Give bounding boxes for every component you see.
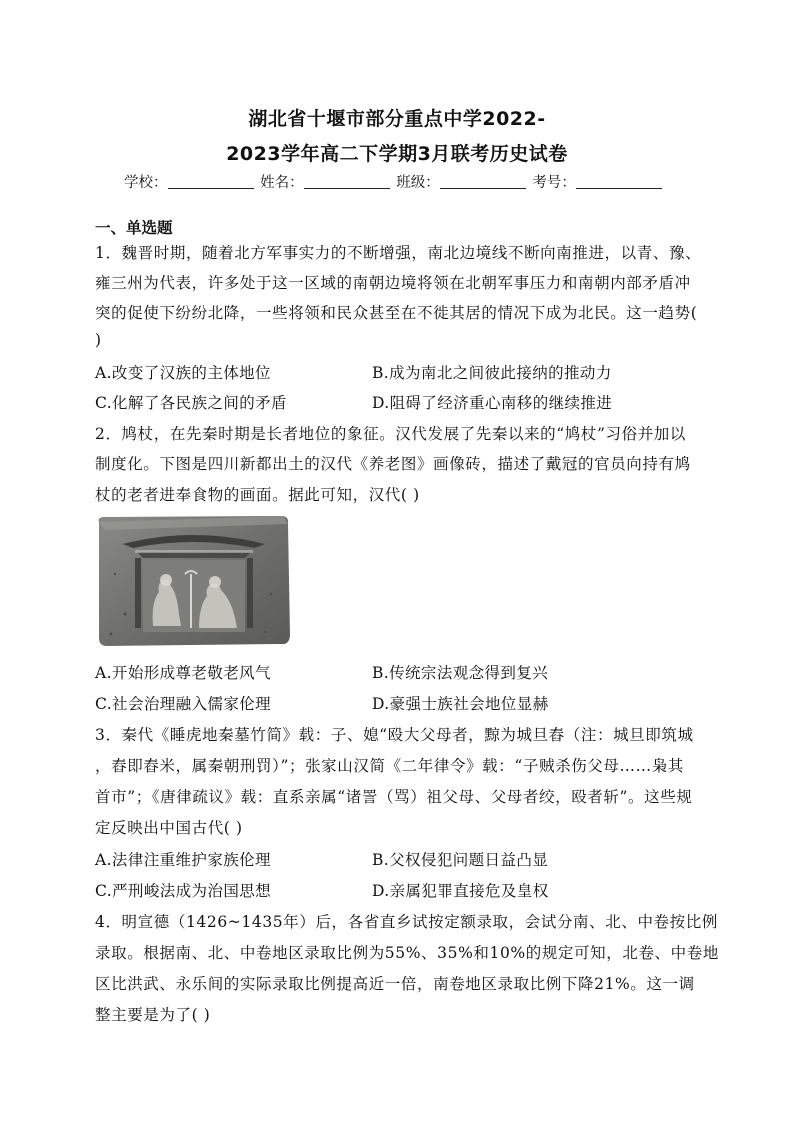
q4-line: 4．明宣德（1426~1435年）后，各省直乡试按定额录取，会试分南、北、中卷按比例: [95, 913, 718, 931]
q2-option-b[interactable]: B.传统宗法观念得到复兴: [372, 664, 549, 682]
q4-line: 整主要是为了( ): [95, 1006, 211, 1024]
q3-option-a[interactable]: A.法律注重维护家族伦理: [95, 851, 271, 869]
class-blank[interactable]: [440, 174, 526, 189]
q4-line: 录取。根据南、北、中卷地区录取比例为55%、35%和10%的规定可知，北卷、中卷地: [95, 944, 719, 962]
exam-number-label: 考号：: [532, 175, 576, 191]
class-label: 班级：: [396, 175, 440, 191]
q3-line: ，舂即舂米，属秦朝刑罚）”；张家山汉简《二年律令》载：“子贼杀伤父母……枭其: [95, 757, 684, 775]
q2-line: 杖的老者进奉食物的画面。据此可知，汉代( ): [95, 486, 420, 504]
q1-line: ): [95, 331, 102, 349]
school-label: 学校：: [124, 175, 168, 191]
q3-option-c[interactable]: C.严刑峻法成为治国思想: [95, 882, 272, 900]
name-label: 姓名：: [260, 175, 304, 191]
q3-line: 3．秦代《睡虎地秦墓竹简》载：子、媳“殴大父母者，黥为城旦舂（注：城旦即筑城: [95, 726, 694, 744]
q1-option-d[interactable]: D.阻碍了经济重心南移的继续推进: [372, 394, 613, 412]
q3-option-d[interactable]: D.亲属犯罪直接危及皇权: [372, 882, 549, 900]
q1-line: 雍三州为代表，许多处于这一区域的南朝边境将领在北朝军事压力和南朝内部矛盾冲: [95, 274, 691, 292]
student-info-fields: [124, 171, 684, 192]
exam-title-line-1: 湖北省十堰市部分重点中学2022-: [248, 108, 546, 130]
school-blank[interactable]: [168, 174, 254, 189]
q1-option-a[interactable]: A.改变了汉族的主体地位: [95, 364, 271, 382]
section-title: 一、单选题: [95, 219, 173, 237]
q2-option-d[interactable]: D.豪强士族社会地位显赫: [372, 695, 549, 713]
q2-option-a[interactable]: A.开始形成尊老敬老风气: [95, 664, 271, 682]
q2-line: 2．鸠杖，在先秦时期是长者地位的象征。汉代发展了先秦以来的“鸠杖”习俗并加以: [95, 425, 687, 443]
q3-option-b[interactable]: B.父权侵犯问题日益凸显: [372, 851, 549, 869]
q3-line: 首市”；《唐律疏议》载：直系亲属“诸詈（骂）祖父母、父母者绞，殴者斩”。这些规: [95, 788, 693, 806]
q1-option-b[interactable]: B.成为南北之间彼此接纳的推动力: [372, 364, 612, 382]
q1-option-c[interactable]: C.化解了各民族之间的矛盾: [95, 394, 287, 412]
han-dynasty-brick-image: [95, 514, 291, 648]
q2-option-c[interactable]: C.社会治理融入儒家伦理: [95, 695, 272, 713]
q4-line: 区比洪武、永乐间的实际录取比例提高近一倍，南卷地区录取比例下降21%。这一调: [95, 975, 695, 993]
name-blank[interactable]: [304, 174, 390, 189]
exam-number-blank[interactable]: [576, 174, 662, 189]
q1-line: 突的促使下纷纷北降，一些将领和民众甚至在不徙其居的情况下成为北民。这一趋势(: [95, 304, 698, 322]
q2-line: 制度化。下图是四川新都出土的汉代《养老图》画像砖，描述了戴冠的官员向持有鸠: [95, 455, 691, 473]
q3-line: 定反映出中国古代( ): [95, 819, 243, 837]
q1-line: 1．魏晋时期，随着北方军事实力的不断增强，南北边境线不断向南推进，以青、豫、: [95, 244, 702, 262]
exam-title-line-2: 2023学年高二下学期3月联考历史试卷: [226, 143, 568, 165]
